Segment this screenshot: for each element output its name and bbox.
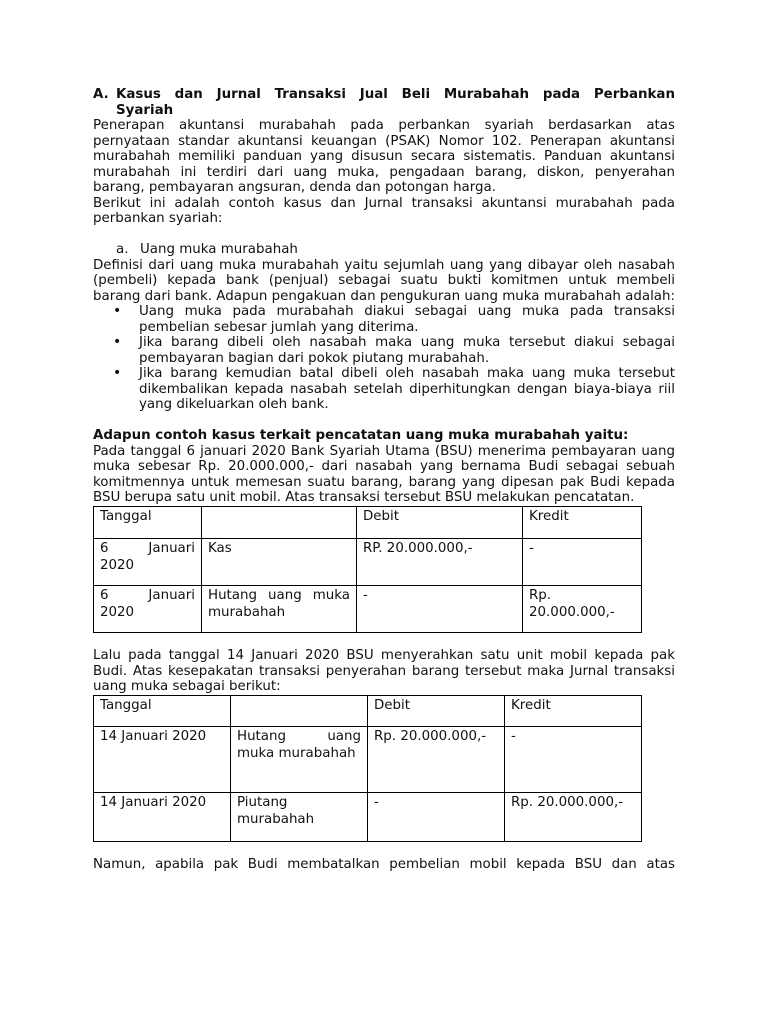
table-cell-debit: -	[357, 585, 523, 632]
section-number: A.	[93, 87, 109, 102]
journal-table-1	[93, 506, 642, 633]
section-title-line2-row	[93, 103, 675, 119]
blank-line	[93, 413, 675, 429]
intro-paragraph: Penerapan akuntansi murabahah pada perbankan syariah berdasarkan atas pernyataan standar akuntansi keuangan (PSAK) Nomor 102. Penerapan akuntansi murabahah memiliki panduan yang disusun secara sistematis. Panduan akuntansi murabahah ini terdiri dari uang muka, pengadaan barang, diskon, penyerahan barang, pembayaran angsuran, denda dan potongan harga.	[93, 118, 675, 195]
example-paragraph: Pada tanggal 6 januari 2020 Bank Syariah Utama (BSU) menerima pembayaran uang muka sebesar Rp. 20.000.000,- dari nasabah yang bernama Budi sebagai sebuah komitmennya untuk memesan suatu barang, barang yang dipesan pak Budi kepada BSU berupa satu unit mobil. Atas transaksi tersebut BSU melakukan pencatatan.	[93, 443, 675, 505]
blank-line	[93, 227, 675, 243]
section-title-line2: Syariah	[116, 102, 174, 118]
subsection-heading	[93, 242, 675, 258]
list-item	[93, 366, 675, 413]
table-cell-account: Piutang murabahah	[231, 792, 368, 841]
example-heading: Adapun contoh kasus terkait pencatatan uang muka murabahah yaitu:	[93, 428, 629, 443]
table-cell-account: Hutang uang muka murabahah	[202, 585, 357, 632]
subsection-title: Uang muka murabahah	[140, 242, 298, 257]
table-header-cell: Debit	[357, 506, 523, 538]
table-cell-debit: -	[368, 792, 505, 841]
table-cell-credit: Rp. 20.000.000,-	[505, 792, 642, 841]
table-row	[94, 792, 642, 841]
table-cell-credit: -	[505, 726, 642, 792]
intro-paragraph-2: Berikut ini adalah contoh kasus dan Jurnal transaksi akuntansi murabahah pada perbankan syariah:	[93, 195, 675, 226]
table-header-row	[94, 695, 642, 726]
section-title-line1: Kasus dan Jurnal Transaksi Jual Beli Murabahah pada Perbankan	[116, 87, 675, 102]
section-heading	[93, 87, 675, 103]
closing-paragraph: Namun, apabila pak Budi membatalkan pembelian mobil kepada BSU dan atas	[93, 857, 675, 872]
bullet-list	[93, 304, 675, 413]
bullet-icon: •	[113, 334, 122, 350]
blank-line	[93, 842, 675, 858]
table-header-cell	[202, 506, 357, 538]
blank-line	[93, 633, 675, 649]
table-cell-credit: Rp. 20.000.000,-	[523, 585, 642, 632]
table-cell-account: Hutang uang muka murabahah	[231, 726, 368, 792]
list-item-text: Jika barang dibeli oleh nasabah maka uang muka tersebut diakui sebagai pembayaran bagian dari pokok piutang murabahah.	[139, 335, 675, 366]
table-cell-date: 14 Januari 2020	[94, 792, 231, 841]
transfer-paragraph: Lalu pada tanggal 14 Januari 2020 BSU menyerahkan satu unit mobil kepada pak Budi. Atas kesepakatan transaksi penyerahan barang tersebut maka Jurnal transaksi uang muka sebagai berikut:	[93, 648, 675, 694]
table-cell-date: 6 Januari 2020	[94, 585, 202, 632]
table-cell-debit: Rp. 20.000.000,-	[368, 726, 505, 792]
document-page	[93, 87, 675, 873]
bullet-icon: •	[113, 303, 122, 319]
list-item-text: Jika barang kemudian batal dibeli oleh nasabah maka uang muka tersebut dikembalikan kepada nasabah setelah diperhitungkan dengan biaya-biaya riil yang dikeluarkan oleh bank.	[139, 366, 675, 412]
journal-table-2	[93, 695, 642, 842]
table-row	[94, 726, 642, 792]
table-cell-debit: RP. 20.000.000,-	[357, 538, 523, 585]
list-item	[93, 335, 675, 366]
subsection-label: a.	[116, 242, 129, 257]
table-header-row	[94, 506, 642, 538]
table-cell-date: 14 Januari 2020	[94, 726, 231, 792]
bullet-icon: •	[113, 365, 122, 381]
table-cell-credit: -	[523, 538, 642, 585]
table-header-cell: Kredit	[505, 695, 642, 726]
table-header-cell: Debit	[368, 695, 505, 726]
table-row	[94, 538, 642, 585]
definition-paragraph: Definisi dari uang muka murabahah yaitu sejumlah uang yang dibayar oleh nasabah (pembeli) kepada bank (penjual) sebagai suatu bukti komitmen untuk membeli barang dari bank. Adapun pengakuan dan pengukuran uang muka murabahah adalah:	[93, 257, 675, 304]
table-cell-date: 6 Januari 2020	[94, 538, 202, 585]
table-header-cell: Tanggal	[94, 695, 231, 726]
table-header-cell: Kredit	[523, 506, 642, 538]
table-row	[94, 585, 642, 632]
list-item-text: Uang muka pada murabahah diakui sebagai uang muka pada transaksi pembelian sebesar jumlah yang diterima.	[139, 304, 675, 335]
table-cell-account: Kas	[202, 538, 357, 585]
list-item	[93, 304, 675, 335]
table-header-cell	[231, 695, 368, 726]
table-header-cell: Tanggal	[94, 506, 202, 538]
